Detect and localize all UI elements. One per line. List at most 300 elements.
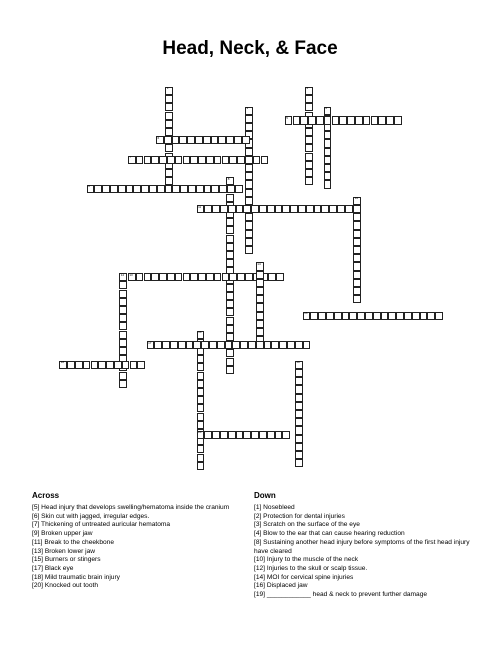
- grid-cell[interactable]: [245, 148, 253, 156]
- grid-cell[interactable]: [251, 431, 259, 439]
- grid-cell[interactable]: [243, 205, 251, 213]
- grid-cell[interactable]: [353, 295, 361, 303]
- grid-cell[interactable]: [154, 341, 162, 349]
- grid-cell[interactable]: [349, 312, 357, 320]
- grid-cell[interactable]: [305, 177, 313, 185]
- grid-cell[interactable]: [298, 205, 306, 213]
- grid-cell[interactable]: [226, 308, 234, 316]
- grid-cell[interactable]: [151, 156, 159, 164]
- grid-cell[interactable]: [259, 205, 267, 213]
- grid-cell[interactable]: [119, 273, 127, 281]
- grid-cell[interactable]: [394, 116, 402, 124]
- grid-cell[interactable]: [196, 185, 204, 193]
- grid-cell[interactable]: [126, 185, 134, 193]
- grid-cell[interactable]: [243, 431, 251, 439]
- grid-cell[interactable]: [245, 230, 253, 238]
- grid-cell[interactable]: [165, 87, 173, 95]
- grid-cell[interactable]: [324, 156, 332, 164]
- grid-cell[interactable]: [165, 95, 173, 103]
- grid-cell[interactable]: [245, 213, 253, 221]
- grid-cell[interactable]: [212, 205, 220, 213]
- grid-cell[interactable]: [183, 273, 191, 281]
- grid-cell[interactable]: [305, 169, 313, 177]
- grid-cell[interactable]: [167, 156, 175, 164]
- grid-cell[interactable]: [222, 156, 230, 164]
- grid-cell[interactable]: [197, 413, 205, 421]
- grid-cell[interactable]: [353, 238, 361, 246]
- down-clue: [2] Protection for dental injuries: [254, 512, 345, 520]
- grid-cell[interactable]: [353, 246, 361, 254]
- grid-cell[interactable]: [261, 156, 269, 164]
- grid-cell[interactable]: [365, 312, 373, 320]
- grid-cell[interactable]: [353, 205, 361, 213]
- grid-cell[interactable]: [353, 197, 361, 205]
- grid-cell[interactable]: [256, 287, 264, 295]
- across-clue-list: [32, 504, 250, 591]
- grid-cell[interactable]: [217, 341, 225, 349]
- grid-cell[interactable]: [175, 273, 183, 281]
- grid-cell[interactable]: [172, 136, 180, 144]
- grid-cell[interactable]: [300, 116, 308, 124]
- grid-cell[interactable]: [324, 148, 332, 156]
- clue-number: 18: [60, 360, 65, 365]
- grid-cell[interactable]: [170, 341, 178, 349]
- grid-cell[interactable]: [83, 361, 91, 369]
- grid-cell[interactable]: [119, 290, 127, 298]
- grid-cell[interactable]: [187, 136, 195, 144]
- grid-cell[interactable]: [197, 396, 205, 404]
- grid-cell[interactable]: [324, 131, 332, 139]
- grid-cell[interactable]: [245, 246, 253, 254]
- grid-cell[interactable]: [396, 312, 404, 320]
- grid-cell[interactable]: [245, 238, 253, 246]
- grid-cell[interactable]: [324, 172, 332, 180]
- grid-cell[interactable]: [214, 273, 222, 281]
- grid-cell[interactable]: [128, 273, 136, 281]
- grid-cell[interactable]: [226, 251, 234, 259]
- grid-cell[interactable]: [180, 185, 188, 193]
- grid-cell[interactable]: [141, 185, 149, 193]
- grid-cell[interactable]: [245, 123, 253, 131]
- grid-cell[interactable]: [188, 185, 196, 193]
- grid-cell[interactable]: [236, 431, 244, 439]
- grid-cell[interactable]: [226, 218, 234, 226]
- grid-cell[interactable]: [305, 95, 313, 103]
- grid-cell[interactable]: [110, 185, 118, 193]
- grid-cell[interactable]: [339, 116, 347, 124]
- grid-cell[interactable]: [388, 312, 396, 320]
- grid-cell[interactable]: [363, 116, 371, 124]
- grid-cell[interactable]: [204, 185, 212, 193]
- grid-cell[interactable]: [165, 185, 173, 193]
- grid-cell[interactable]: [122, 361, 130, 369]
- grid-cell[interactable]: [147, 341, 155, 349]
- grid-cell[interactable]: [119, 347, 127, 355]
- grid-cell[interactable]: [245, 164, 253, 172]
- grid-cell[interactable]: [295, 459, 303, 467]
- grid-cell[interactable]: [355, 116, 363, 124]
- grid-cell[interactable]: [305, 103, 313, 111]
- grid-cell[interactable]: [245, 197, 253, 205]
- grid-cell[interactable]: [353, 287, 361, 295]
- clue-number: 12: [120, 272, 125, 277]
- grid-cell[interactable]: [295, 435, 303, 443]
- grid-cell[interactable]: [165, 169, 173, 177]
- grid-cell[interactable]: [218, 136, 226, 144]
- grid-cell[interactable]: [259, 431, 267, 439]
- grid-cell[interactable]: [347, 116, 355, 124]
- grid-cell[interactable]: [282, 205, 290, 213]
- grid-cell[interactable]: [220, 431, 228, 439]
- grid-cell[interactable]: [67, 361, 75, 369]
- grid-cell[interactable]: [229, 156, 237, 164]
- grid-cell[interactable]: [314, 205, 322, 213]
- grid-cell[interactable]: [324, 180, 332, 188]
- grid-cell[interactable]: [197, 380, 205, 388]
- grid-cell[interactable]: [256, 312, 264, 320]
- across-clue: [6] Skin cut with jagged, irregular edges.: [32, 512, 150, 520]
- grid-cell[interactable]: [245, 221, 253, 229]
- grid-cell[interactable]: [178, 341, 186, 349]
- grid-cell[interactable]: [245, 273, 253, 281]
- grid-cell[interactable]: [75, 361, 83, 369]
- clue-number: 4: [325, 106, 327, 111]
- grid-cell[interactable]: [165, 144, 173, 152]
- across-clue: [5] Head injury that develops swelling/hematoma inside the cranium: [32, 504, 230, 511]
- grid-cell[interactable]: [209, 341, 217, 349]
- grid-cell[interactable]: [197, 205, 205, 213]
- grid-cell[interactable]: [226, 284, 234, 292]
- grid-cell[interactable]: [130, 361, 138, 369]
- grid-cell[interactable]: [264, 341, 272, 349]
- grid-cell[interactable]: [114, 361, 122, 369]
- grid-cell[interactable]: [165, 103, 173, 111]
- down-clue: [4] Blow to the ear that can cause hearing reduction: [254, 530, 405, 538]
- across-clue: [9] Broken upper jaw: [32, 530, 93, 538]
- grid-cell[interactable]: [236, 205, 244, 213]
- grid-cell[interactable]: [219, 185, 227, 193]
- grid-cell[interactable]: [337, 205, 345, 213]
- grid-cell[interactable]: [119, 339, 127, 347]
- grid-cell[interactable]: [59, 361, 67, 369]
- grid-cell[interactable]: [195, 136, 203, 144]
- grid-cell[interactable]: [165, 120, 173, 128]
- grid-cell[interactable]: [156, 136, 164, 144]
- grid-cell[interactable]: [98, 361, 106, 369]
- grid-cell[interactable]: [226, 235, 234, 243]
- grid-cell[interactable]: [371, 116, 379, 124]
- grid-cell[interactable]: [186, 341, 194, 349]
- grid-cell[interactable]: [167, 273, 175, 281]
- grid-cell[interactable]: [151, 273, 159, 281]
- grid-cell[interactable]: [228, 205, 236, 213]
- grid-cell[interactable]: [305, 136, 313, 144]
- grid-cell[interactable]: [226, 243, 234, 251]
- grid-cell[interactable]: [179, 136, 187, 144]
- grid-cell[interactable]: [245, 172, 253, 180]
- puzzle-title: Head, Neck, & Face: [162, 38, 338, 59]
- grid-cell[interactable]: [119, 331, 127, 339]
- grid-cell[interactable]: [198, 156, 206, 164]
- grid-cell[interactable]: [204, 205, 212, 213]
- grid-cell[interactable]: [256, 271, 264, 279]
- grid-cell[interactable]: [206, 273, 214, 281]
- grid-cell[interactable]: [256, 320, 264, 328]
- grid-cell[interactable]: [420, 312, 428, 320]
- grid-cell[interactable]: [226, 325, 234, 333]
- grid-cell[interactable]: [235, 185, 243, 193]
- grid-cell[interactable]: [275, 205, 283, 213]
- grid-cell[interactable]: [220, 205, 228, 213]
- down-clue-list: [254, 504, 484, 600]
- grid-cell[interactable]: [94, 185, 102, 193]
- grid-cell[interactable]: [295, 341, 303, 349]
- grid-cell[interactable]: [190, 273, 198, 281]
- grid-cell[interactable]: [295, 385, 303, 393]
- grid-cell[interactable]: [137, 361, 145, 369]
- grid-cell[interactable]: [332, 116, 340, 124]
- grid-cell[interactable]: [381, 312, 389, 320]
- grid-cell[interactable]: [91, 361, 99, 369]
- grid-cell[interactable]: [295, 418, 303, 426]
- grid-cell[interactable]: [201, 341, 209, 349]
- grid-cell[interactable]: [373, 312, 381, 320]
- grid-cell[interactable]: [295, 369, 303, 377]
- grid-cell[interactable]: [324, 107, 332, 115]
- clue-number: 13: [129, 272, 133, 277]
- grid-cell[interactable]: [251, 205, 259, 213]
- across-clue: [18] Mild traumatic brain injury: [32, 573, 120, 581]
- grid-cell[interactable]: [295, 426, 303, 434]
- grid-cell[interactable]: [157, 185, 165, 193]
- grid-cell[interactable]: [226, 259, 234, 267]
- clue-number: 17: [148, 340, 152, 345]
- grid-cell[interactable]: [268, 273, 276, 281]
- grid-cell[interactable]: [203, 136, 211, 144]
- grid-cell[interactable]: [295, 410, 303, 418]
- grid-cell[interactable]: [206, 156, 214, 164]
- grid-cell[interactable]: [253, 156, 261, 164]
- grid-cell[interactable]: [226, 136, 234, 144]
- grid-cell[interactable]: [226, 292, 234, 300]
- grid-cell[interactable]: [119, 281, 127, 289]
- grid-cell[interactable]: [342, 312, 350, 320]
- grid-cell[interactable]: [305, 153, 313, 161]
- grid-cell[interactable]: [305, 161, 313, 169]
- grid-cell[interactable]: [316, 116, 324, 124]
- grid-cell[interactable]: [119, 306, 127, 314]
- grid-cell[interactable]: [165, 128, 173, 136]
- grid-cell[interactable]: [225, 341, 233, 349]
- grid-cell[interactable]: [119, 314, 127, 322]
- grid-cell[interactable]: [353, 254, 361, 262]
- grid-cell[interactable]: [226, 358, 234, 366]
- grid-cell[interactable]: [149, 185, 157, 193]
- grid-cell[interactable]: [357, 312, 365, 320]
- grid-cell[interactable]: [119, 322, 127, 330]
- grid-cell[interactable]: [190, 156, 198, 164]
- grid-cell[interactable]: [256, 328, 264, 336]
- grid-cell[interactable]: [197, 454, 205, 462]
- grid-cell[interactable]: [412, 312, 420, 320]
- grid-cell[interactable]: [245, 156, 253, 164]
- grid-cell[interactable]: [353, 213, 361, 221]
- grid-cell[interactable]: [211, 185, 219, 193]
- grid-cell[interactable]: [234, 136, 242, 144]
- grid-cell[interactable]: [435, 312, 443, 320]
- grid-cell[interactable]: [326, 312, 334, 320]
- grid-cell[interactable]: [204, 431, 212, 439]
- grid-cell[interactable]: [303, 341, 311, 349]
- grid-cell[interactable]: [295, 451, 303, 459]
- grid-cell[interactable]: [271, 341, 279, 349]
- grid-cell[interactable]: [197, 421, 205, 429]
- grid-cell[interactable]: [119, 298, 127, 306]
- grid-cell[interactable]: [237, 156, 245, 164]
- grid-cell[interactable]: [197, 388, 205, 396]
- grid-cell[interactable]: [211, 136, 219, 144]
- grid-cell[interactable]: [404, 312, 412, 320]
- grid-cell[interactable]: [295, 443, 303, 451]
- grid-cell[interactable]: [279, 341, 287, 349]
- across-clue: [15] Burners or stingers: [32, 556, 101, 564]
- grid-cell[interactable]: [282, 431, 290, 439]
- grid-cell[interactable]: [378, 116, 386, 124]
- grid-cell[interactable]: [310, 312, 318, 320]
- grid-cell[interactable]: [256, 341, 264, 349]
- grid-cell[interactable]: [106, 361, 114, 369]
- grid-cell[interactable]: [226, 333, 234, 341]
- grid-cell[interactable]: [226, 349, 234, 357]
- grid-cell[interactable]: [345, 205, 353, 213]
- grid-cell[interactable]: [133, 185, 141, 193]
- grid-cell[interactable]: [197, 363, 205, 371]
- grid-cell[interactable]: [183, 156, 191, 164]
- grid-cell[interactable]: [267, 431, 275, 439]
- grid-cell[interactable]: [353, 271, 361, 279]
- grid-cell[interactable]: [275, 431, 283, 439]
- grid-cell[interactable]: [159, 273, 167, 281]
- grid-cell[interactable]: [214, 156, 222, 164]
- grid-cell[interactable]: [324, 116, 332, 124]
- grid-cell[interactable]: [175, 156, 183, 164]
- grid-cell[interactable]: [386, 116, 394, 124]
- grid-cell[interactable]: [305, 128, 313, 136]
- grid-cell[interactable]: [248, 341, 256, 349]
- grid-cell[interactable]: [197, 462, 205, 470]
- grid-cell[interactable]: [197, 355, 205, 363]
- grid-cell[interactable]: [321, 205, 329, 213]
- grid-cell[interactable]: [118, 185, 126, 193]
- grid-cell[interactable]: [353, 279, 361, 287]
- grid-cell[interactable]: [256, 303, 264, 311]
- grid-cell[interactable]: [285, 116, 293, 124]
- down-clue: [10] Injury to the muscle of the neck: [254, 556, 359, 564]
- clue-number: 2: [306, 86, 309, 91]
- grid-cell[interactable]: [222, 273, 230, 281]
- grid-cell[interactable]: [136, 273, 144, 281]
- grid-cell[interactable]: [198, 273, 206, 281]
- grid-cell[interactable]: [245, 107, 253, 115]
- grid-cell[interactable]: [305, 144, 313, 152]
- grid-cell[interactable]: [245, 180, 253, 188]
- grid-cell[interactable]: [276, 273, 284, 281]
- grid-cell[interactable]: [229, 273, 237, 281]
- grid-cell[interactable]: [226, 226, 234, 234]
- grid-cell[interactable]: [197, 404, 205, 412]
- grid-cell[interactable]: [197, 372, 205, 380]
- grid-cell[interactable]: [228, 431, 236, 439]
- grid-cell[interactable]: [119, 380, 127, 388]
- grid-cell[interactable]: [308, 116, 316, 124]
- grid-cell[interactable]: [305, 87, 313, 95]
- grid-cell[interactable]: [162, 341, 170, 349]
- grid-cell[interactable]: [159, 156, 167, 164]
- grid-cell[interactable]: [227, 185, 235, 193]
- grid-cell[interactable]: [232, 341, 240, 349]
- grid-cell[interactable]: [226, 317, 234, 325]
- grid-cell[interactable]: [303, 312, 311, 320]
- grid-cell[interactable]: [245, 189, 253, 197]
- grid-cell[interactable]: [102, 185, 110, 193]
- grid-cell[interactable]: [144, 273, 152, 281]
- grid-cell[interactable]: [119, 372, 127, 380]
- grid-cell[interactable]: [197, 445, 205, 453]
- grid-cell[interactable]: [242, 136, 250, 144]
- grid-cell[interactable]: [256, 279, 264, 287]
- grid-cell[interactable]: [329, 205, 337, 213]
- grid-cell[interactable]: [245, 115, 253, 123]
- grid-cell[interactable]: [240, 341, 248, 349]
- grid-cell[interactable]: [128, 156, 136, 164]
- grid-cell[interactable]: [353, 230, 361, 238]
- grid-cell[interactable]: [226, 366, 234, 374]
- grid-cell[interactable]: [237, 273, 245, 281]
- grid-cell[interactable]: [293, 116, 301, 124]
- grid-cell[interactable]: [287, 341, 295, 349]
- grid-cell[interactable]: [256, 262, 264, 270]
- grid-cell[interactable]: [318, 312, 326, 320]
- down-clue: [12] Injuries to the skull or scalp tissue.: [254, 564, 368, 572]
- grid-cell[interactable]: [295, 361, 303, 369]
- grid-cell[interactable]: [87, 185, 95, 193]
- grid-cell[interactable]: [267, 205, 275, 213]
- grid-cell[interactable]: [256, 295, 264, 303]
- grid-cell[interactable]: [136, 156, 144, 164]
- grid-cell[interactable]: [295, 394, 303, 402]
- grid-cell[interactable]: [353, 262, 361, 270]
- grid-cell[interactable]: [334, 312, 342, 320]
- grid-cell[interactable]: [324, 139, 332, 147]
- grid-cell[interactable]: [165, 112, 173, 120]
- grid-cell[interactable]: [427, 312, 435, 320]
- grid-cell[interactable]: [295, 402, 303, 410]
- grid-cell[interactable]: [193, 341, 201, 349]
- grid-cell[interactable]: [353, 221, 361, 229]
- grid-cell[interactable]: [212, 431, 220, 439]
- grid-cell[interactable]: [172, 185, 180, 193]
- grid-cell[interactable]: [164, 136, 172, 144]
- grid-cell[interactable]: [324, 164, 332, 172]
- grid-cell[interactable]: [290, 205, 298, 213]
- grid-cell[interactable]: [226, 194, 234, 202]
- grid-cell[interactable]: [144, 156, 152, 164]
- grid-cell[interactable]: [295, 377, 303, 385]
- grid-cell[interactable]: [197, 431, 205, 439]
- grid-cell[interactable]: [197, 331, 205, 339]
- grid-cell[interactable]: [226, 300, 234, 308]
- grid-cell[interactable]: [306, 205, 314, 213]
